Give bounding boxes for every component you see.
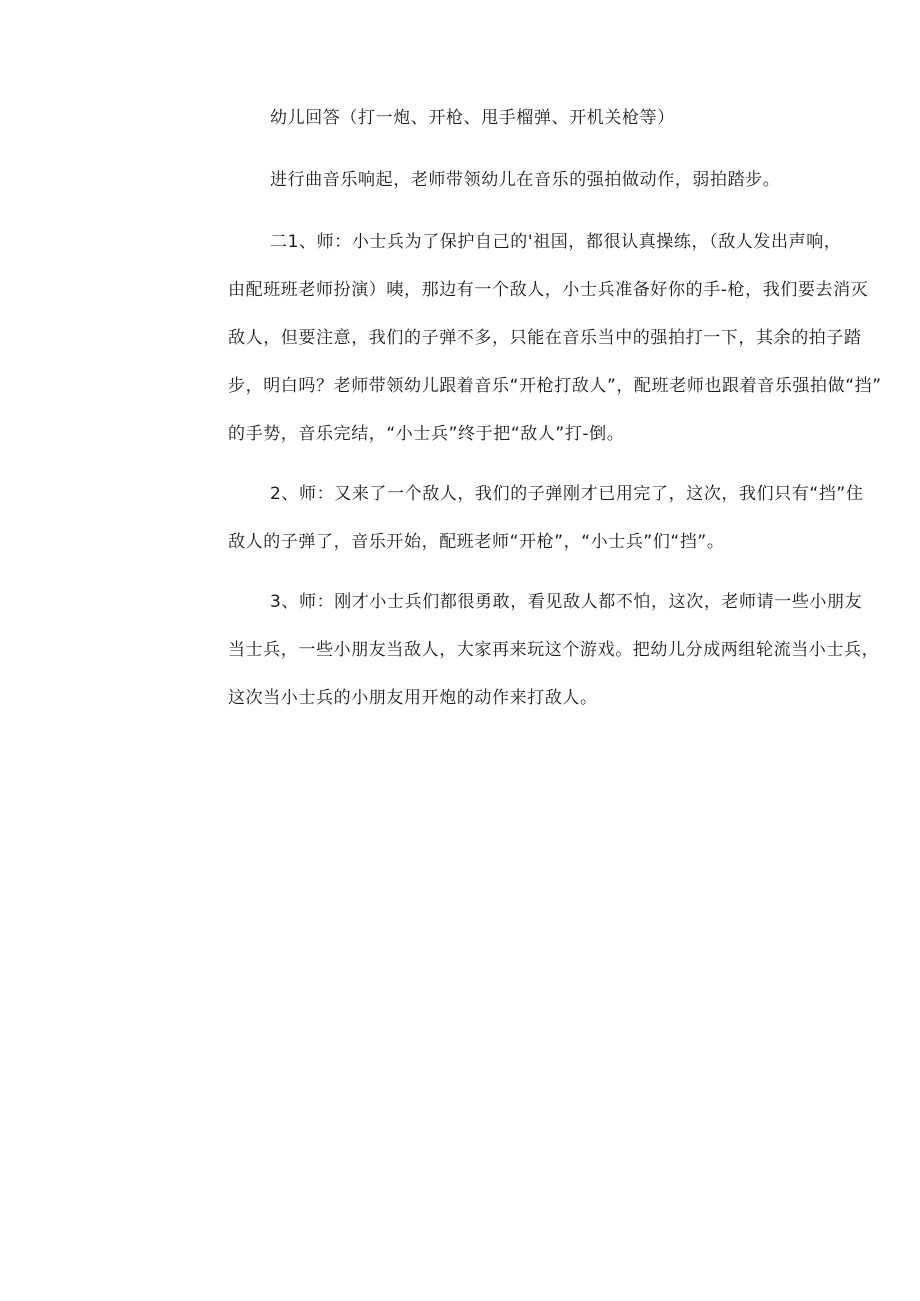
- paragraph-line: 步，明白吗？老师带领幼儿跟着音乐“开枪打敌人”，配班老师也跟着音乐强拍做“挡”: [228, 376, 882, 396]
- paragraph-step-one: [228, 218, 882, 458]
- paragraph-children-answer: [228, 94, 848, 142]
- paragraph-line: 3、师：刚才小士兵们都很勇敢，看见敌人都不怕，这次，老师请一些小朋友: [270, 592, 863, 612]
- paragraph-march-music: [228, 156, 848, 204]
- paragraph-line: 幼儿回答（打一炮、开枪、甩手榴弹、开机关枪等）: [270, 108, 675, 128]
- paragraph-step-three: [228, 578, 880, 722]
- paragraph-line: 的手势，音乐完结，“小士兵”终于把“敌人”打-倒。: [228, 424, 625, 444]
- paragraph-line: 由配班班老师扮演）咦，那边有一个敌人，小士兵准备好你的手-枪，我们要去消灭: [228, 280, 869, 300]
- paragraph-line: 当士兵，一些小朋友当敌人，大家再来玩这个游戏。把幼儿分成两组轮流当小士兵，: [228, 640, 880, 660]
- paragraph-line: 2、师：又来了一个敌人，我们的子弹刚才已用完了，这次，我们只有“挡”住: [270, 484, 864, 504]
- paragraph-step-two: [228, 470, 864, 566]
- paragraph-line: 这次当小士兵的小朋友用开炮的动作来打敌人。: [228, 688, 598, 708]
- paragraph-line: 进行曲音乐响起，老师带领幼儿在音乐的强拍做动作，弱拍踏步。: [270, 170, 781, 190]
- paragraph-line: 敌人，但要注意，我们的子弹不多，只能在音乐当中的强拍打一下，其余的拍子踏: [228, 328, 862, 348]
- paragraph-line: 二1、师：小士兵为了保护自己的'祖国，都很认真操练，（敌人发出声响，: [270, 232, 842, 252]
- paragraph-line: 敌人的子弹了，音乐开始，配班老师“开枪”，“小士兵”们“挡”。: [228, 532, 725, 552]
